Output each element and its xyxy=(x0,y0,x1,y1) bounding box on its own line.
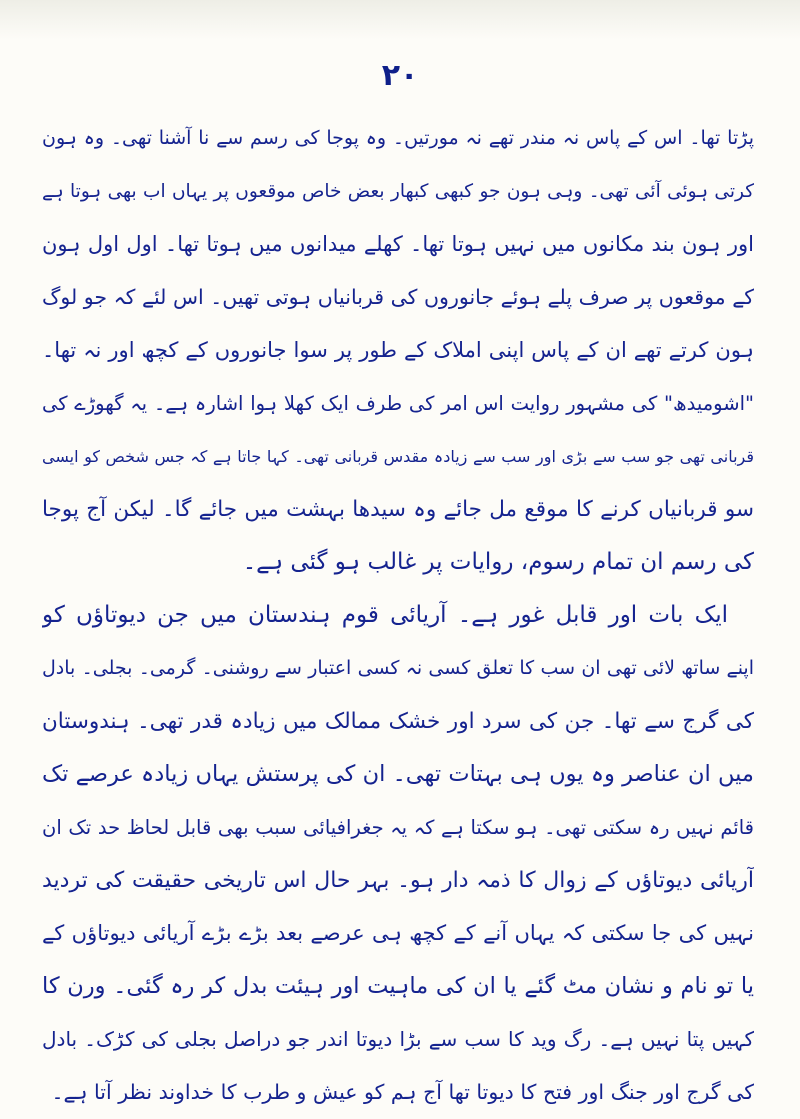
text-line: پڑتا تھا۔ اس کے پاس نہ مندر تھے نہ مورتیں۔ وہ پوجا کی رسم سے نا آشنا تھی۔ وہ ہون xyxy=(42,127,754,149)
text-line: کی رسم ان تمام رسوم، روایات پر غالب ہو گئی ہے۔ xyxy=(242,549,754,575)
text-line: قربانی تھی جو سب سے بڑی اور سب سے زیادہ مقدس قربانی تھی۔ کہا جاتا ہے کہ جس شخص کو ایسی xyxy=(42,447,754,466)
text-line: نہیں کی جا سکتی کہ یہاں آنے کے کچھ ہی عرصے بعد بڑے بڑے آریائی دیوتاؤں کے xyxy=(42,921,754,945)
text-line: کرتی ہوئی آئی تھی۔ وہی ہون جو کبھی کبھار بعض خاص موقعوں پر یہاں اب بھی ہوتا ہے xyxy=(42,181,754,202)
text-line: ہون کرتے تھے ان کے پاس اپنی املاک کے طور پر سوا جانوروں کے کچھ اور نہ تھا۔ xyxy=(42,338,754,362)
text-line: یا تو نام و نشان مٹ گئے یا ان کی ماہیت اور ہیئت بدل کر رہ گئی۔ ورن کا xyxy=(42,973,754,999)
text-line: میں ان عناصر وہ یوں ہی بہتات تھی۔ ان کی پرستش یہاں زیادہ عرصے تک xyxy=(42,761,754,787)
body-text xyxy=(42,112,754,1119)
text-line: آریائی دیوتاؤں کے زوال کا ذمہ دار ہو۔ بہر حال اس تاریخی حقیقت کی تردید xyxy=(42,868,754,893)
text-line: سو قربانیاں کرنے کا موقع مل جائے وہ سیدھا بہشت میں جائے گا۔ لیکن آج پوجا xyxy=(42,497,754,522)
text-line: کی گرج سے تھا۔ جن کی سرد اور خشک ممالک میں زیادہ قدر تھی۔ ہندوستان xyxy=(42,709,754,734)
text-line: اپنے ساتھ لائی تھی ان سب کا تعلق کسی نہ کسی اعتبار سے روشنی۔ گرمی۔ بجلی۔ بادل xyxy=(42,657,754,679)
text-line: کے موقعوں پر صرف پلے ہوئے جانوروں کی قربانیاں ہوتی تھیں۔ اس لئے کہ جو لوگ xyxy=(42,285,754,309)
text-line: کی گرج اور جنگ اور فتح کا دیوتا تھا آج ہم کو عیش و طرب کا خداوند نظر آتا ہے۔ xyxy=(51,1080,754,1104)
page-edge-shadow xyxy=(0,0,800,40)
text-line: قائم نہیں رہ سکتی تھی۔ ہو سکتا ہے کہ یہ جغرافیائی سبب بھی قابل لحاظ حد تک ان xyxy=(42,816,754,839)
text-line: کہیں پتا نہیں ہے۔ رگ وید کا سب سے بڑا دیوتا اندر جو دراصل بجلی کی کڑک۔ بادل xyxy=(42,1027,754,1051)
text-line: "اشومیدھ" کی مشہور روایت اس امر کی طرف ایک کھلا ہوا اشارہ ہے۔ یہ گھوڑے کی xyxy=(42,392,754,415)
text-line: اور ہون بند مکانوں میں نہیں ہوتا تھا۔ کھلے میدانوں میں ہوتا تھا۔ اول اول ہون xyxy=(42,232,754,256)
text-line: ایک بات اور قابل غور ہے۔ آریائی قوم ہندستان میں جن دیوتاؤں کو xyxy=(42,602,728,628)
page-number: ۲۰ xyxy=(381,58,419,93)
